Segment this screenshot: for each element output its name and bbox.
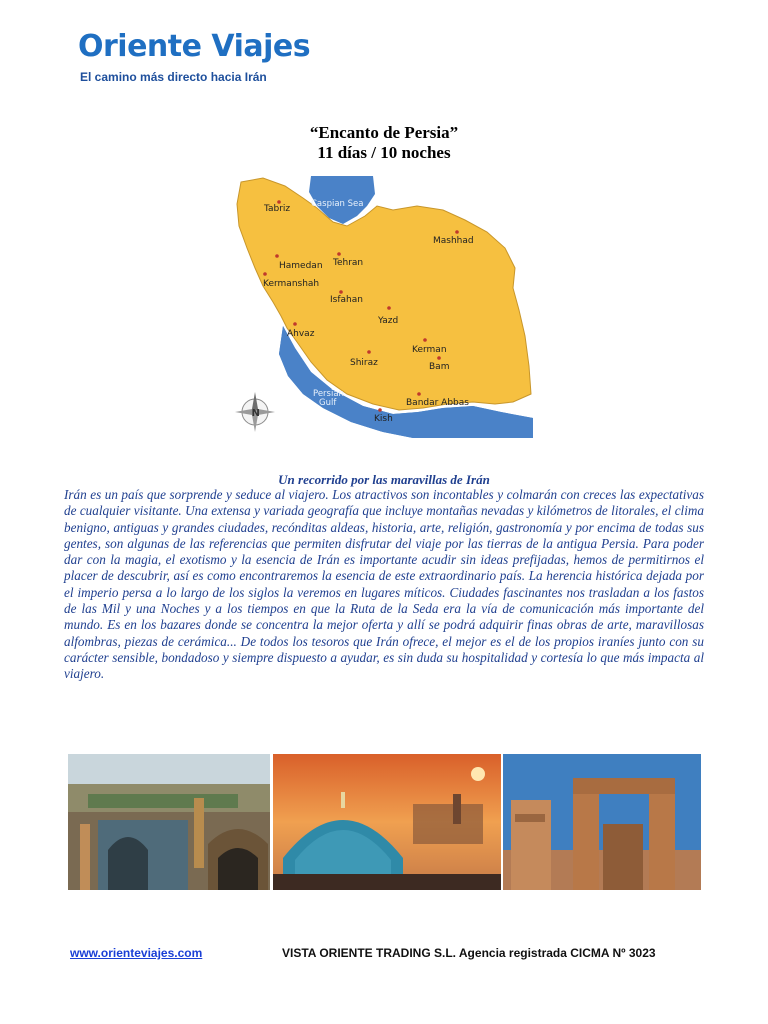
trip-duration: 11 días / 10 noches — [317, 143, 451, 162]
city-label: Bam — [429, 362, 450, 372]
photo-isfahan-mosque — [68, 754, 270, 890]
persian-gulf-label-2: Gulf — [319, 398, 337, 408]
city-label: Shiraz — [350, 358, 378, 368]
city-label: Hamedan — [279, 261, 323, 271]
trip-title: “Encanto de Persia” — [309, 123, 459, 142]
city-label: Kermanshah — [263, 279, 320, 289]
city-label: Kish — [374, 414, 393, 424]
brand-tagline: El camino más directo hacia Irán — [80, 70, 267, 84]
brand-name: Oriente Viajes — [78, 29, 311, 64]
city-label: Isfahan — [330, 295, 363, 305]
brand-logo — [78, 30, 310, 84]
city-label: Ahvaz — [287, 329, 315, 339]
photo-yazd-dome — [273, 754, 501, 890]
agency-info: VISTA ORIENTE TRADING S.L. Agencia registrada CICMA Nº 3023 — [282, 946, 656, 960]
city-label: Bandar Abbas — [406, 398, 469, 408]
city-label: Mashhad — [433, 236, 474, 246]
compass-north-label: N — [251, 408, 260, 419]
photo-persepolis — [503, 754, 701, 890]
city-label: Tabriz — [264, 204, 291, 214]
intro-title: Un recorrido por las maravillas de Irán — [278, 472, 490, 487]
persian-gulf-label-1: Persian — [313, 389, 344, 399]
city-label: Yazd — [378, 316, 399, 326]
intro-paragraph: Irán es un país que sorprende y seduce al viajero. Los atractivos son incontables y colmarán con creces las expectativas de cualquier visitante. Una extensa y variada geografía que incluye montañas nevadas y kilómetros de litorales, el clima benigno, antiguas y grandes ciudades, recónditas aldeas, historia, arte, religión, gastronomía y por encima de todas sus gentes, son algunas de las referencias que permiten disfrutar del viaje por las tierras de la antigua Persia. Para poder dar con la magia, el exotismo y la esencia de Irán es importante acudir sin ideas prefijadas, hemos de permitirnos el placer de descubrir, así es como encontraremos la esencia de este extraordinario país. La herencia histórica dejada por el imperio persa a lo largo de los siglos la veremos en lugares míticos. Ciudades fascinantes nos trasladan a los fastos de las Mil y una Noches y a los tiempos en que la Ruta de la Seda era la vía de comunicación más importante del mundo. Es en los bazares donde se concentra la mejor oferta y allí se podrá adquirir finas obras de arte, maravillosas alfombras, piezas de cerámica... De todos los tesoros que Irán ofrece, el mejor es el de los propios iraníes junto con su carácter sensible, bondadoso y siempre dispuesto a ayudar, es sin duda su hospitalidad y cortesía lo que más impacta al viajero. — [64, 487, 704, 682]
caspian-sea-label: Caspian Sea — [311, 199, 364, 209]
iran-map — [233, 176, 533, 438]
city-label: Kerman — [412, 345, 447, 355]
city-label: Tehran — [333, 258, 364, 268]
website-link[interactable]: www.orienteviajes.com — [70, 946, 203, 960]
